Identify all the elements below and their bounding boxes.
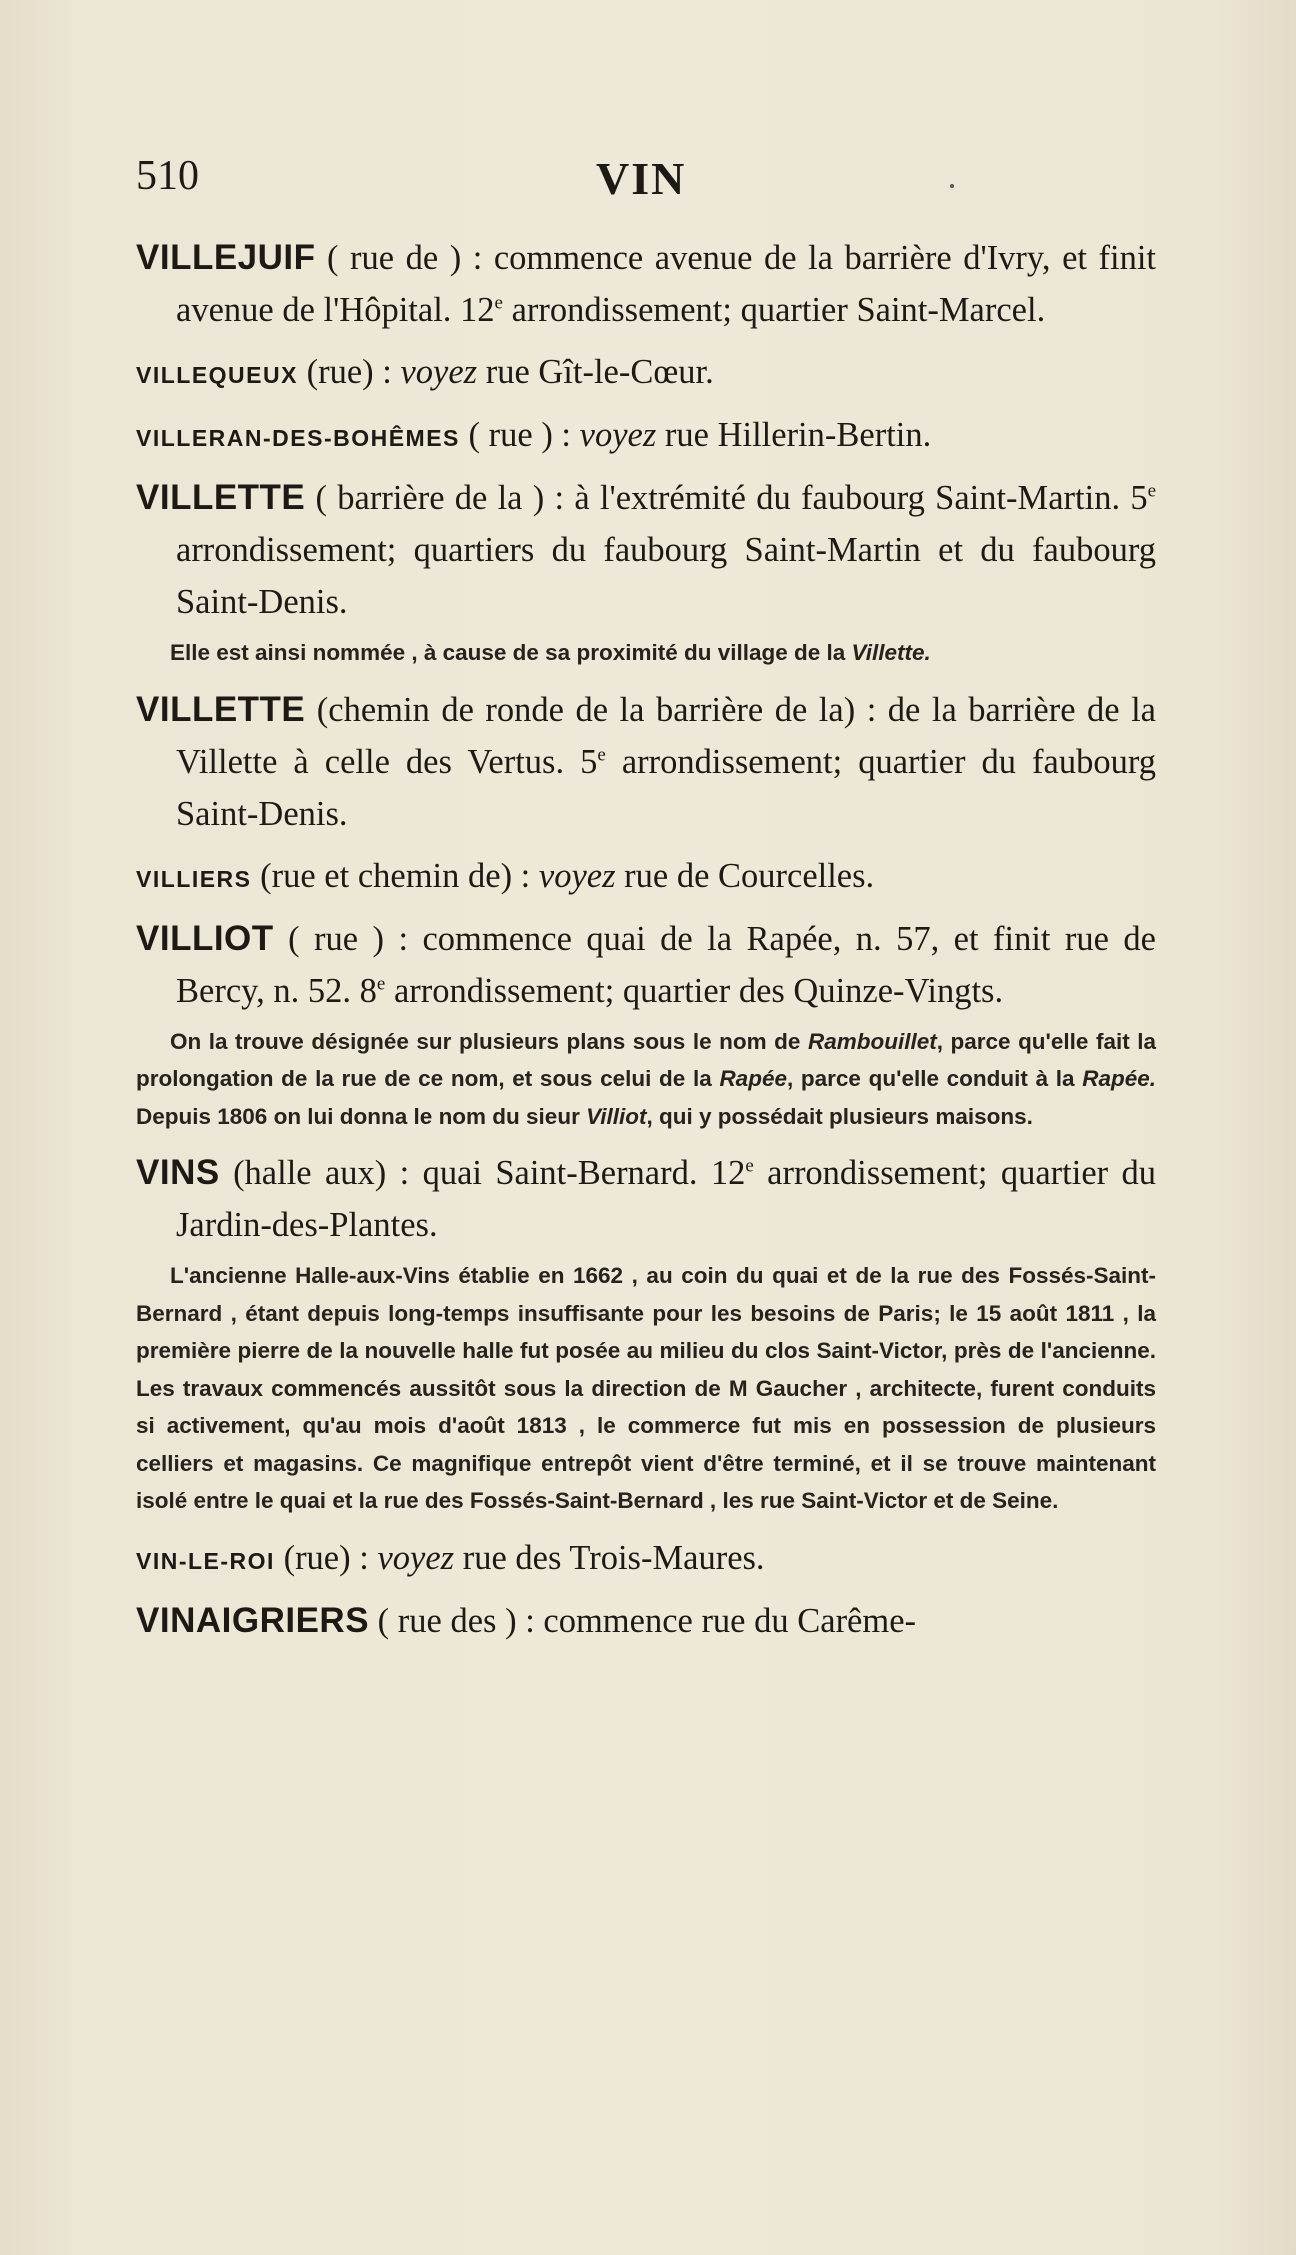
entry-text: (rue) : [274,1538,378,1577]
entry-text-after: arrondissement; quartier des Quinze-Vingts. [385,971,1004,1010]
ordinal-suffix: e [745,1155,754,1177]
entry-text-after: arrondissement; quartiers du faubourg Saint-Martin et du faubourg Saint-Denis. [176,531,1156,621]
paper-speck [950,184,954,188]
entry-text: ( rue ) : commence quai de la Rapée, n. 57, et finit rue de Bercy, n. 52. 8 [176,919,1156,1010]
entry-note [136,1023,1156,1136]
entry-text-after: arrondissement; quartier du Jardin-des-Plantes. [176,1154,1157,1244]
note-text: Elle est ainsi nommée , à cause de sa proximité du village de la [170,640,852,665]
entry-italic: voyez [377,1538,455,1577]
entry-text: ( barrière de la ) : à l'extrémité du faubourg Saint-Martin. 5 [305,479,1148,517]
page-number: 510 [136,153,199,199]
ordinal-suffix: e [494,292,503,314]
entry-text: ( rue des ) : commence rue du Carême- [369,1601,917,1640]
note-italic: Rapée [719,1066,787,1091]
entry-villette-chemin [136,684,1156,840]
entry-italic: voyez [579,416,657,454]
entry-italic: voyez [538,856,616,895]
note-italic: Villette. [851,640,931,665]
entry-headword: VINAIGRIERS [136,1600,370,1640]
entry-italic: voyez [400,353,478,391]
note-text: L'ancienne Halle-aux-Vins établie en 1662 , au coin du quai et de la rue des Fossés-Saint-Bernard , étant depuis long-temps insuffisante pour les besoins de Paris; le 15 août 1811 , la première pierre de la nouvelle halle fut posée au milieu du clos Saint-Victor, près de l'ancienne. Les travaux commencés aussitôt sous la direction de M Gaucher , architecte, furent conduits si activement, qu'au mois d'août 1813 , le commerce fut mis en possession de plusieurs celliers et magasins. Ce magnifique entrepôt vient d'être terminé, et il se trouve maintenant isolé entre le quai et la rue des Fossés-Saint-Bernard , les rue Saint-Victor et de Seine. [136,1263,1156,1513]
entry-note [136,1257,1156,1520]
entry-text: (chemin de ronde de la barrière de la) : de la barrière de la Villette à celle des Vertus. 5 [176,690,1156,781]
note-italic: Rapée. [1082,1066,1156,1091]
entry-text: ( rue ) : [459,416,580,454]
note-text: On la trouve désignée sur plusieurs plans sous le nom de [170,1028,808,1054]
note-italic: Villiot [586,1103,647,1129]
entry-text: (rue et chemin de) : [251,856,539,895]
note-italic: Rambouillet [807,1028,937,1054]
dictionary-entries [136,232,1156,1657]
entry-headword: VILLETTE [136,478,306,517]
note-text-after: , parce qu'elle conduit à la [786,1066,1083,1091]
entry-headword: VILLETTE [136,689,306,729]
entry-villeran-des-bohemes [136,409,1156,464]
entry-text: (rue) : [297,353,401,391]
entry-text-after: rue Hillerin-Bertin. [656,416,932,454]
note-text-after: Depuis 1806 on lui donna le nom du sieur [136,1103,587,1129]
ordinal-suffix: e [597,744,606,765]
entry-headword: VINS [136,1153,220,1192]
entry-vins [136,1147,1156,1251]
entry-villiot [136,913,1156,1017]
entry-headword: VILLEJUIF [136,238,316,277]
entry-villette-barriere [136,472,1156,628]
ordinal-suffix: e [376,973,386,994]
entry-headword: VILLIERS [136,865,252,892]
entry-text-after: arrondissement; quartier Saint-Marcel. [502,291,1046,329]
entry-text: (halle aux) : quai Saint-Bernard. 12 [219,1154,746,1192]
entry-headword: VILLEQUEUX [136,362,298,388]
entry-vin-le-roi [136,1532,1156,1587]
note-text-after: , qui y possédait plusieurs maisons. [646,1103,1033,1129]
entry-note [136,634,1156,672]
entry-villejuif [136,232,1156,336]
page-header [136,152,1146,212]
entry-text-after: rue Gît-le-Cœur. [477,353,714,391]
entry-headword: VIN-LE-ROI [136,1547,275,1574]
entry-villiers [136,850,1156,905]
entry-text: ( rue de ) : commence avenue de la barrière d'Ivry, et finit avenue de l'Hôpital. 12 [176,239,1156,329]
entry-headword: VILLIOT [136,918,274,958]
entry-headword: VILLERAN-DES-BOHÊMES [136,425,460,451]
ordinal-suffix: e [1147,480,1156,502]
running-title: VIN [596,153,687,204]
note-text-after: , parce qu'elle fait la prolongation de la rue de ce nom, et sous celui de la [136,1028,1156,1091]
entry-villequeux [136,346,1156,401]
entry-vinaigriers [136,1595,1156,1647]
entry-text-after: rue des Trois-Maures. [454,1538,765,1577]
entry-text-after: arrondissement; quartier du faubourg Saint-Denis. [176,742,1156,833]
entry-text-after: rue de Courcelles. [615,856,875,895]
